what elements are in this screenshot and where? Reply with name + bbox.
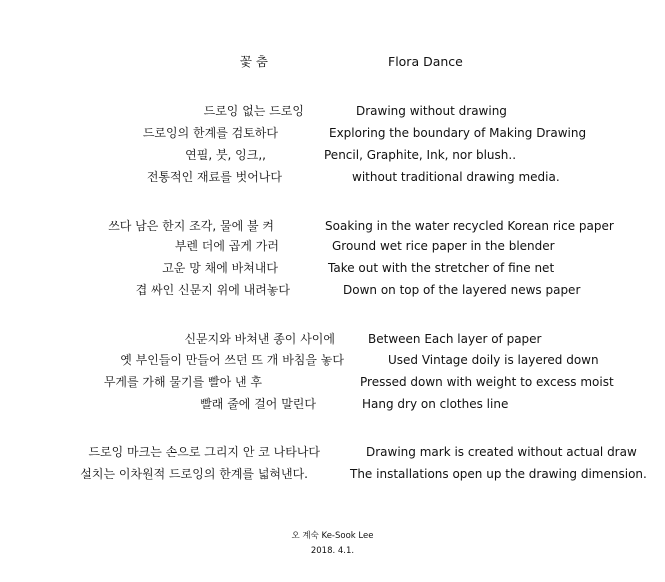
stanza-1-english-line-3: Pencil, Graphite, Ink, nor blush.. xyxy=(324,148,517,162)
stanza-3-english-line-1: Between Each layer of paper xyxy=(368,332,542,346)
stanza-2-korean-line-4: 겹 싸인 신문지 위에 내려놓다 xyxy=(135,283,290,297)
date-stamp: 2018. 4.1. xyxy=(310,546,355,556)
stanza-2-english-line-4: Down on top of the layered news paper xyxy=(343,283,581,297)
stanza-1-korean-line-4: 전통적인 재료를 벗어나다 xyxy=(146,170,282,184)
stanza-3-english-line-3: Pressed down with weight to excess moist xyxy=(360,375,614,389)
stanza-3-korean-line-4: 빨래 줄에 걸어 말린다 xyxy=(200,397,316,411)
stanza-2-english-line-3: Take out with the stretcher of fine net xyxy=(328,261,555,275)
author-credit: 오 계숙 Ke-Sook Lee xyxy=(291,531,374,541)
stanza-1-korean-line-2: 드로잉의 한계를 검토하다 xyxy=(142,126,278,140)
stanza-3-korean-line-1: 신문지와 바쳐낸 종이 사이에 xyxy=(184,332,335,346)
stanza-3-korean-line-3: 무게를 가해 물기를 빨아 낸 후 xyxy=(103,375,262,389)
stanza-3-english-line-2: Used Vintage doily is layered down xyxy=(388,353,599,367)
stanza-4-english-line-1: Drawing mark is created without actual draw xyxy=(366,445,637,459)
stanza-2-english-line-1: Soaking in the water recycled Korean rice paper xyxy=(325,219,614,233)
stanza-2-korean-line-3: 고운 망 채에 바쳐내다 xyxy=(162,261,278,275)
title-korean: 꽃 춤 xyxy=(239,54,268,69)
stanza-1-korean-line-3: 연필, 붓, 잉크,, xyxy=(185,148,266,162)
stanza-1-english-line-1: Drawing without drawing xyxy=(356,104,507,118)
stanza-2-korean-line-2: 부렌 더에 곱게 가러 xyxy=(174,239,279,253)
stanza-3-korean-line-2: 옛 부인들이 만들어 쓰던 뜨 개 바침을 놓다 xyxy=(120,353,344,367)
stanza-1-english-line-4: without traditional drawing media. xyxy=(352,170,560,184)
stanza-4-english-line-2: The installations open up the drawing dimension. xyxy=(350,467,647,481)
stanza-1-korean-line-1: 드로잉 없는 드로잉 xyxy=(203,104,304,118)
stanza-2-english-line-2: Ground wet rice paper in the blender xyxy=(332,239,555,253)
title-english: Flora Dance xyxy=(388,54,463,69)
stanza-3-english-line-4: Hang dry on clothes line xyxy=(362,397,509,411)
stanza-4-korean-line-2: 설치는 이차원적 드로잉의 한계를 넓혀낸다. xyxy=(80,467,308,481)
stanza-1-english-line-2: Exploring the boundary of Making Drawing xyxy=(329,126,587,140)
stanza-4-korean-line-1: 드로잉 마크는 손으로 그리지 안 코 나타나다 xyxy=(88,445,320,459)
stanza-2-korean-line-1: 쓰다 남은 한지 조각, 물에 불 켜 xyxy=(108,219,274,233)
